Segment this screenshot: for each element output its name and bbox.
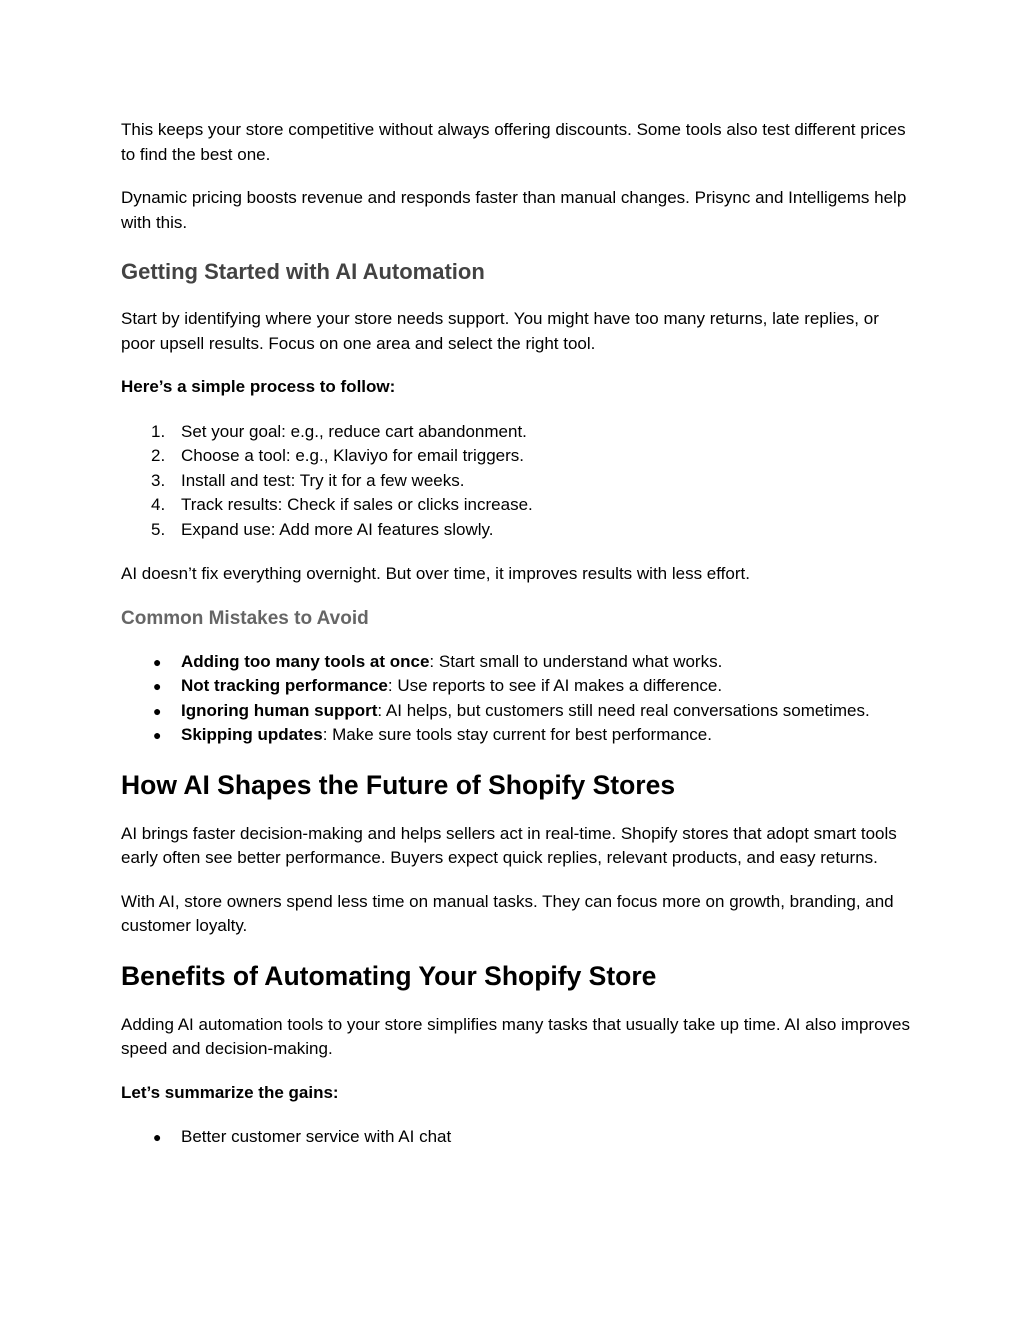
list-item-bold: Skipping updates [181,725,323,744]
list-item-text: Expand use: Add more AI features slowly. [181,519,494,539]
bullet-icon: ● [153,1129,162,1145]
list-item [121,469,911,494]
mistakes-heading: Common Mistakes to Avoid [121,607,369,629]
bullet-icon: ● [153,727,162,743]
list-item-text: : Use reports to see if AI makes a difference. [387,676,723,695]
list-item-bold: Adding too many tools at once [181,651,430,671]
list-item [121,723,911,748]
list-item-text: : AI helps, but customers still need real conversations sometimes. [377,700,870,720]
list-item [121,674,911,699]
list-item-bold: Ignoring human support [181,700,378,720]
future-heading: How AI Shapes the Future of Shopify Stores [121,769,676,800]
list-item-text: Better customer service with AI chat [181,1127,452,1146]
bullet-icon: ● [153,678,162,694]
mistakes-list [121,650,911,748]
list-item [121,699,911,724]
getting-started-closing: AI doesn’t fix everything overnight. But over time, it improves results with less effort. [121,564,750,583]
list-number: 5. [151,519,166,539]
gains-label: Let’s summarize the gains: [121,1082,339,1102]
process-label: Here’s a simple process to follow: [121,377,396,396]
list-item [121,650,911,675]
bullet-icon: ● [153,653,162,670]
list-item [121,1125,911,1150]
getting-started-paragraph: Start by identifying where your store needs support. You might have too many returns, late replies, or poor upsell results. Focus on one area and select the right tool. [121,309,879,353]
process-steps-list [121,420,911,543]
gains-list [121,1125,911,1150]
benefits-heading: Benefits of Automating Your Shopify Store [121,960,657,991]
document-page [121,118,911,1150]
list-item-text: Set your goal: e.g., reduce cart abandonment. [181,421,527,441]
list-item-text: : Make sure tools stay current for best performance. [322,725,712,744]
list-number: 3. [151,470,166,490]
list-item [121,493,911,518]
list-item-text: Choose a tool: e.g., Klaviyo for email triggers. [181,446,524,465]
benefits-paragraph: Adding AI automation tools to your store simplifies many tasks that usually take up time. AI also improves speed and decision-making. [121,1014,910,1058]
list-item-bold: Not tracking performance [181,676,388,695]
intro-paragraph-1: This keeps your store competitive without always offering discounts. Some tools also test different prices to find the best one. [121,120,906,164]
list-item [121,518,911,543]
future-paragraph-1: AI brings faster decision-making and helps sellers act in real-time. Shopify stores that adopt smart tools early often see better performance. Buyers expect quick replies, relevant products, and easy returns. [121,823,897,867]
list-number: 2. [151,446,166,465]
list-item [121,444,911,469]
list-number: 4. [151,495,166,514]
list-item-text: Install and test: Try it for a few weeks. [181,470,465,490]
getting-started-heading: Getting Started with AI Automation [121,259,485,284]
bullet-icon: ● [153,702,162,719]
list-item-text: Track results: Check if sales or clicks increase. [181,495,533,514]
list-number: 1. [151,421,166,441]
list-item [121,420,911,445]
intro-paragraph-2: Dynamic pricing boosts revenue and responds faster than manual changes. Prisync and Intelligems help with this. [121,188,907,232]
future-paragraph-2: With AI, store owners spend less time on manual tasks. They can focus more on growth, branding, and customer loyalty. [121,891,894,935]
list-item-text: : Start small to understand what works. [429,651,723,671]
